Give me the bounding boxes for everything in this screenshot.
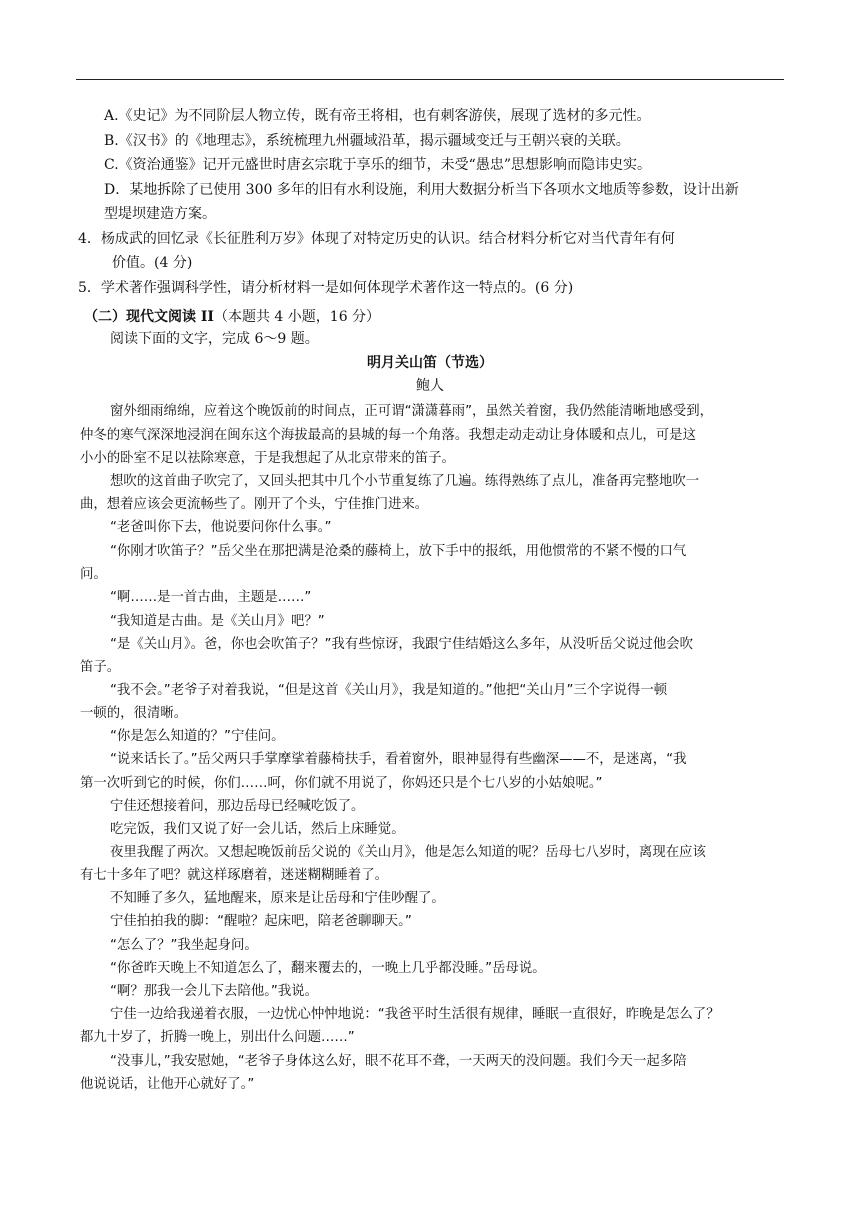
article-line: 一顿的，很清晰。 — [80, 706, 188, 721]
article-line: 曲，想着应该会更流畅些了。刚开了个头，宁佳推门进来。 — [80, 497, 429, 512]
article-line: 都九十岁了，折腾一晚上，别出什么问题……” — [80, 1030, 355, 1045]
section-note: （本题共 4 小题，16 分） — [213, 309, 381, 325]
article-title: 明月关山笛（节选） — [367, 355, 493, 371]
article-line: “你是怎么知道的？”宁佳问。 — [110, 729, 285, 744]
section-title: （二）现代文阅读 II — [84, 309, 214, 325]
article-line: “我不会。”老爷子对着我说，“但是这首《关山月》，我是知道的。”他把“关山月”三个字说得一顿 — [110, 683, 668, 698]
article-line: “啊……是一首古曲，主题是……” — [110, 590, 312, 605]
article-line: 夜里我醒了两次。又想起晚饭前岳父说的《关山月》，他是怎么知道的呢？岳母七八岁时，离现在应该 — [110, 845, 706, 860]
article-line: 窗外细雨绵绵，应着这个晚饭前的时间点，正可谓“潇潇暮雨”，虽然关着窗，我仍然能清晰地感受到， — [110, 404, 714, 419]
option-d: D．某地拆除了已使用 300 多年的旧有水利设施，利用大数据分析当下各项水文地质等参数，设计出新 — [104, 182, 739, 198]
article-line: 仲冬的寒气深深地浸润在闽东这个海拔最高的县城的每一个角落。我想走动走动让身体暖和点儿，可是这 — [80, 428, 696, 443]
article-line: 问。 — [80, 567, 107, 582]
header-rule — [76, 79, 784, 80]
option-c: C.《资治通鉴》记开元盛世时唐玄宗耽于享乐的细节，未受“愚忠”思想影响而隐讳史实。 — [104, 157, 651, 173]
article-line: 他说说话，让他开心就好了。” — [80, 1077, 255, 1092]
article-line: 笛子。 — [80, 660, 121, 675]
article-line: “没事儿，”我安慰她，“老爷子身体这么好，眼不花耳不聋，一天两天的没问题。我们今天一起多陪 — [110, 1054, 687, 1069]
question-4: 4．杨成武的回忆录《长征胜利万岁》体现了对特定历史的认识。结合材料分析它对当代青年有何 — [78, 231, 675, 247]
article-line: 第一次听到它的时候，你们……呵，你们就不用说了，你妈还只是个七八岁的小姑娘呢。” — [80, 776, 603, 791]
article-line: 吃完饭，我们又说了好一会儿话，然后上床睡觉。 — [110, 822, 405, 837]
article-line: 有七十多年了吧？就这样琢磨着，迷迷糊糊睡着了。 — [80, 868, 388, 883]
question-4-continued: 价值。(4 分) — [112, 255, 193, 271]
article-line: 想吹的这首曲子吹完了，又回头把其中几个小节重复练了几遍。练得熟练了点儿，准备再完整地吹一 — [110, 474, 700, 489]
article-line: “老爸叫你下去，他说要问你什么事。” — [110, 520, 332, 535]
article-line: “我知道是古曲。是《关山月》吧？” — [110, 614, 325, 629]
article-line: “说来话长了。”岳父两只手掌摩挲着藤椅扶手，看着窗外，眼神显得有些幽深——不，是迷离，“我 — [110, 752, 687, 767]
reading-instruction: 阅读下面的文字，完成 6～9 题。 — [110, 331, 319, 347]
article-line: 宁佳还想接着问，那边岳母已经喊吃饭了。 — [110, 799, 365, 814]
article-line: 小小的卧室不足以祛除寒意，于是我想起了从北京带来的笛子。 — [80, 451, 455, 466]
article-line: “怎么了？”我坐起身问。 — [110, 938, 258, 953]
article-line: 不知睡了多久，猛地醒来，原来是让岳母和宁佳吵醒了。 — [110, 891, 445, 906]
article-line: “你刚才吹笛子？”岳父坐在那把满是沧桑的藤椅上，放下手中的报纸，用他惯常的不紧不慢的口气 — [110, 544, 687, 559]
article-line: “你爸昨天晚上不知道怎么了，翻来覆去的，一晚上几乎都没睡。”岳母说。 — [110, 961, 546, 976]
option-d-continued: 型堤坝建造方案。 — [104, 206, 216, 222]
section-heading — [84, 307, 380, 327]
article-line: “啊？那我一会儿下去陪他。”我说。 — [110, 984, 319, 999]
option-b: B.《汉书》的《地理志》，系统梳理九州疆域沿革，揭示疆域变迁与王朝兴衰的关联。 — [104, 133, 630, 149]
option-a: A.《史记》为不同阶层人物立传，既有帝王将相，也有刺客游侠，展现了选材的多元性。 — [104, 108, 651, 124]
article-line: “是《关山月》。爸，你也会吹笛子？”我有些惊讶，我跟宁佳结婚这么多年，从没听岳父说过他会吹 — [110, 637, 693, 652]
article-line: 宁佳一边给我递着衣服，一边忧心忡忡地说：“我爸平时生活很有规律，睡眠一直很好，昨晚是怎么了？ — [110, 1007, 720, 1022]
article-line: 宁佳拍拍我的脚：“醒啦？起床吧，陪老爸聊聊天。” — [110, 914, 412, 929]
question-5: 5．学术著作强调科学性，请分析材料一是如何体现学术著作这一特点的。(6 分) — [78, 280, 574, 296]
article-author: 鲍人 — [416, 378, 444, 394]
